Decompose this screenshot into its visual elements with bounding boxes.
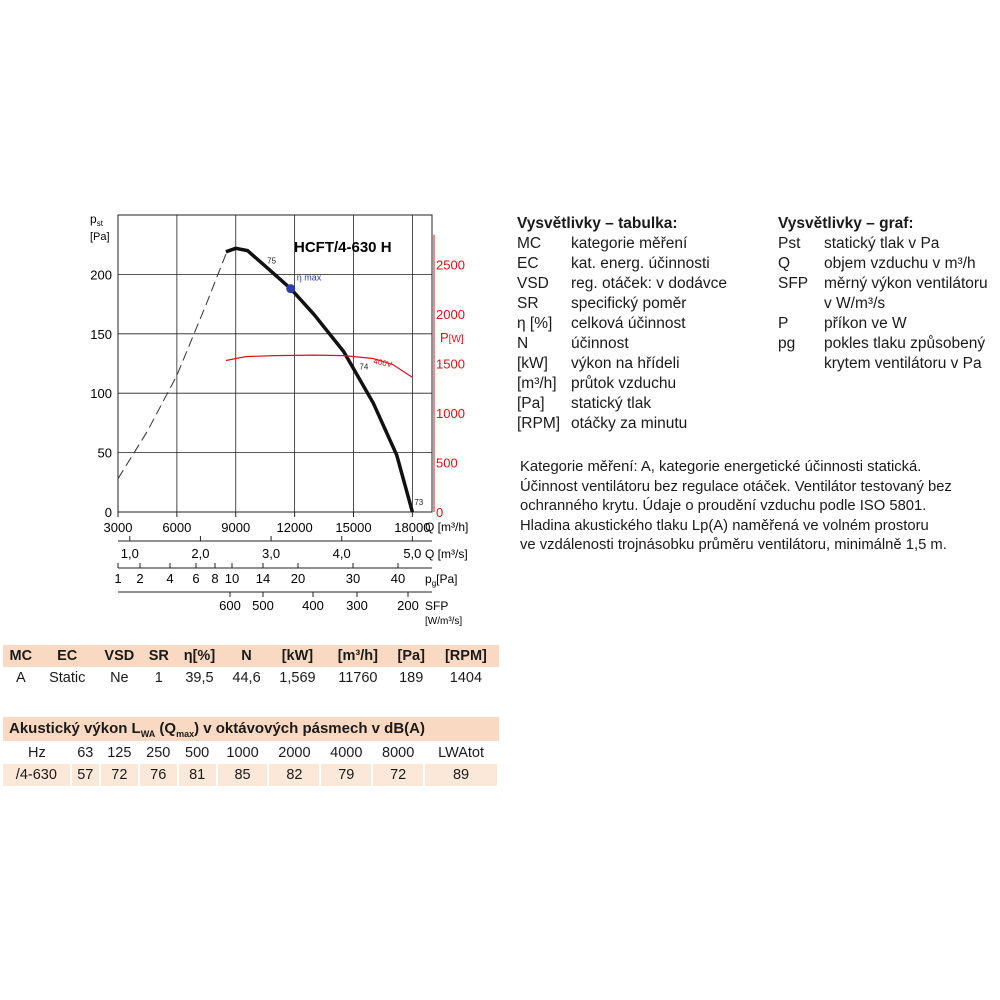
note-line: Kategorie měření: A, kategorie energetické účinnosti statická.	[520, 459, 922, 475]
x-tick-label: 6000	[162, 520, 192, 535]
note-line: Hladina akustického tlaku Lp(A) naměřená ve volném prostoru	[520, 517, 929, 534]
acoustic-value-cell: 89	[424, 764, 498, 786]
acoustic-header-cell: LWAtot	[438, 745, 485, 761]
legend-desc: specifický poměr	[571, 295, 687, 312]
fan-performance-chart	[0, 0, 510, 640]
legend-item	[517, 234, 727, 254]
acoustic-value-cell: /4-630	[3, 764, 71, 786]
legend-graph	[778, 214, 988, 374]
legend-desc: výkon na hřídeli	[571, 355, 680, 372]
spec-header-cell: VSD	[96, 645, 143, 667]
acoustic-header-cell: 1000	[226, 745, 259, 761]
legend-desc: v W/m³/s	[824, 295, 886, 312]
acoustic-value-cell: 79	[320, 764, 372, 786]
spec-value-cell: 1	[154, 670, 163, 686]
legend-item	[517, 314, 727, 334]
legend-desc: příkon ve W	[824, 315, 907, 332]
sfp-axis-tick-label: 300	[346, 598, 368, 613]
legend-desc: krytem ventilátoru v Pa	[824, 355, 982, 372]
legend-abbr: P	[778, 315, 789, 332]
sfp-axis-tick-label: 600	[219, 598, 241, 613]
y2-axis-title: P[W]	[440, 330, 464, 345]
legend-table-title: Vysvětlivky – tabulka:	[517, 215, 678, 232]
y2-tick-label: 2500	[436, 257, 465, 273]
unstable-region-curve	[118, 254, 226, 479]
acoustic-header-cell: 8000	[382, 745, 415, 761]
legend-desc: měrný výkon ventilátoru	[824, 275, 988, 292]
y-tick-label: 50	[97, 445, 112, 461]
qs-axis-tick-label: 2,0	[191, 546, 210, 561]
acoustic-value-cell: 57	[71, 764, 100, 786]
sfp-axis-unit: [W/m³/s]	[425, 616, 463, 627]
acoustic-header-cell: Hz	[27, 745, 46, 761]
measurement-note	[520, 458, 990, 556]
pg-axis-tick-label: 10	[224, 571, 240, 586]
annotation-label: η max	[296, 272, 322, 283]
legend-desc: účinnost	[571, 335, 629, 352]
note-line: ochranného krytu. Údaje o proudění vzduchu podle ISO 5801.	[520, 498, 927, 514]
legend-desc: statický tlak	[571, 395, 652, 412]
x-tick-label: 9000	[221, 520, 251, 535]
legend-abbr: [kW]	[517, 355, 548, 372]
qs-axis-tick-label: 1,0	[120, 546, 139, 561]
y2-tick-label: 500	[436, 455, 458, 471]
legend-item	[778, 334, 988, 354]
legend-desc: objem vzduchu v m³/h	[824, 255, 976, 272]
spec-value-cell: 39,5	[185, 670, 214, 686]
legend-abbr: η [%]	[517, 315, 553, 332]
legend-abbr: [Pa]	[517, 395, 545, 412]
pg-axis-tick-label: 8	[211, 571, 219, 586]
y-tick-label: 0	[104, 505, 112, 520]
spec-header-cell: [Pa]	[390, 645, 433, 667]
sfp-axis-tick-label: 400	[302, 598, 324, 613]
spec-value-cell: 44,6	[232, 670, 261, 686]
acoustic-value-cell: 81	[178, 764, 217, 786]
acoustic-header-cell: 63	[77, 745, 94, 761]
legend-abbr: [m³/h]	[517, 375, 557, 392]
spec-value-cell: Ne	[110, 670, 129, 686]
legend-item	[778, 274, 988, 294]
pg-axis-tick-label: 40	[390, 571, 406, 586]
acoustic-header-cell: 500	[185, 745, 210, 761]
annotation-label: 75	[267, 256, 277, 266]
qs-axis-title: Q [m³/s]	[425, 547, 468, 561]
legend-desc: reg. otáček: v dodávce	[571, 275, 727, 292]
legend-item	[517, 334, 727, 354]
chart-title: HCFT/4-630 H	[294, 239, 392, 256]
legend-item	[517, 354, 727, 374]
spec-value-cell: 1,569	[279, 670, 316, 686]
spec-header-cell: [kW]	[269, 645, 326, 667]
y-axis-unit: [Pa]	[90, 231, 110, 243]
spec-table	[3, 645, 499, 689]
legend-desc: statický tlak v Pa	[824, 235, 940, 252]
acoustic-header-cell: 125	[107, 745, 132, 761]
qs-axis-tick-label: 4,0	[332, 546, 351, 561]
legend-item	[517, 414, 727, 434]
legend-abbr: N	[517, 335, 529, 352]
y2-tick-label: 2000	[436, 307, 465, 322]
legend-item	[517, 374, 727, 394]
pg-axis-tick-label: 4	[166, 571, 174, 586]
spec-header-cell: [RPM]	[433, 645, 499, 667]
legend-abbr: [RPM]	[517, 415, 561, 432]
y2-tick-label: 1000	[436, 406, 465, 421]
legend-abbr: SR	[517, 295, 539, 312]
acoustic-value-cell: 72	[100, 764, 139, 786]
spec-value-cell: A	[15, 670, 26, 686]
legend-abbr: MC	[517, 235, 542, 252]
acoustic-value-cell: 82	[268, 764, 320, 786]
annotation-label: 74	[359, 362, 369, 372]
pg-axis-tick-label: 30	[345, 571, 361, 586]
legend-abbr: pg	[778, 335, 796, 352]
pressure-curve	[226, 248, 413, 512]
legend-item	[778, 314, 988, 334]
x-tick-label: 18000	[394, 520, 431, 535]
sfp-axis-title: SFP	[425, 599, 449, 613]
legend-item	[778, 294, 988, 314]
pg-axis-tick-label: 20	[290, 571, 306, 586]
legend-abbr: VSD	[517, 275, 549, 292]
acoustic-value-cell: 85	[217, 764, 269, 786]
acoustic-table	[3, 742, 499, 786]
x-tick-label: 3000	[103, 520, 133, 535]
legend-item	[778, 254, 988, 274]
legend-desc: kategorie měření	[571, 235, 688, 252]
spec-value-cell: Static	[49, 670, 86, 686]
legend-abbr: Q	[778, 255, 791, 272]
sfp-axis-tick-label: 500	[252, 598, 274, 613]
y-tick-label: 100	[90, 386, 112, 402]
pg-axis-tick-label: 6	[192, 571, 200, 586]
acoustic-value-cell: 76	[139, 764, 178, 786]
legend-desc: pokles tlaku způsobený	[824, 335, 986, 352]
legend-abbr	[778, 354, 824, 374]
y-tick-label: 200	[90, 267, 112, 283]
spec-header-cell: [m³/h]	[326, 645, 390, 667]
legend-desc: kat. energ. účinnosti	[571, 255, 710, 272]
acoustic-header-cell: 2000	[278, 745, 311, 761]
annotation-label: 400V	[372, 356, 393, 370]
spec-header-cell: η[%]	[175, 645, 225, 667]
spec-header-cell: SR	[143, 645, 175, 667]
y-tick-label: 150	[90, 326, 112, 342]
spec-header-cell: EC	[39, 645, 96, 667]
legend-item	[778, 354, 988, 374]
acoustic-value-cell: 72	[372, 764, 424, 786]
legend-item	[517, 254, 727, 274]
chart-curves	[118, 248, 412, 512]
y2-tick-label: 1500	[436, 356, 465, 372]
y-axis-title: $p_{st}$	[90, 212, 103, 228]
x-tick-label: 12000	[276, 520, 313, 535]
legend-item	[517, 274, 727, 294]
spec-header-cell: N	[224, 645, 269, 667]
legend-desc: celková účinnost	[571, 315, 686, 332]
annotation-label: 73	[414, 497, 424, 507]
legend-table	[517, 214, 727, 434]
spec-header-cell: MC	[3, 645, 39, 667]
qs-axis-tick-label: 3,0	[262, 546, 281, 561]
x-axis-title: Q [m³/h]	[425, 520, 469, 534]
legend-abbr: EC	[517, 255, 539, 272]
qs-axis-tick-label: 5,0	[403, 546, 422, 561]
pg-axis-title: $p_g[Pa]$	[425, 572, 458, 588]
legend-item	[517, 294, 727, 314]
chart-axes	[118, 235, 434, 597]
legend-graph-title: Vysvětlivky – graf:	[778, 215, 914, 232]
note-line: ve vzdálenosti trojnásobku průměru ventilátoru, minimálně 1,5 m.	[520, 537, 947, 553]
acoustic-header-cell: 4000	[330, 745, 363, 761]
spec-value-cell: 189	[399, 670, 424, 686]
x-tick-label: 15000	[335, 520, 372, 535]
legend-abbr: Pst	[778, 235, 801, 252]
pg-axis-tick-label: 14	[255, 571, 271, 586]
pg-axis-tick-label: 2	[136, 571, 144, 586]
spec-value-cell: 11760	[338, 670, 378, 686]
eta-max-marker	[286, 284, 295, 293]
pg-axis-tick-label: 1	[114, 571, 122, 586]
legend-desc: otáčky za minutu	[571, 415, 688, 432]
legend-abbr	[778, 294, 824, 314]
legend-item	[517, 394, 727, 414]
acoustic-header-cell: 250	[146, 745, 171, 761]
note-line: Účinnost ventilátoru bez regulace otáček. Ventilátor testovaný bez	[520, 478, 952, 495]
legend-item	[778, 234, 988, 254]
acoustic-title: Akustický výkon $L_{WA}$ $(Q_{max})$ v oktávových pásmech v dB(A)	[3, 717, 499, 741]
legend-desc: průtok vzduchu	[571, 375, 677, 392]
sfp-axis-tick-label: 200	[397, 598, 419, 613]
legend-abbr: SFP	[778, 275, 809, 292]
spec-value-cell: 1404	[449, 670, 483, 686]
y2-tick-label: 0	[436, 505, 444, 520]
